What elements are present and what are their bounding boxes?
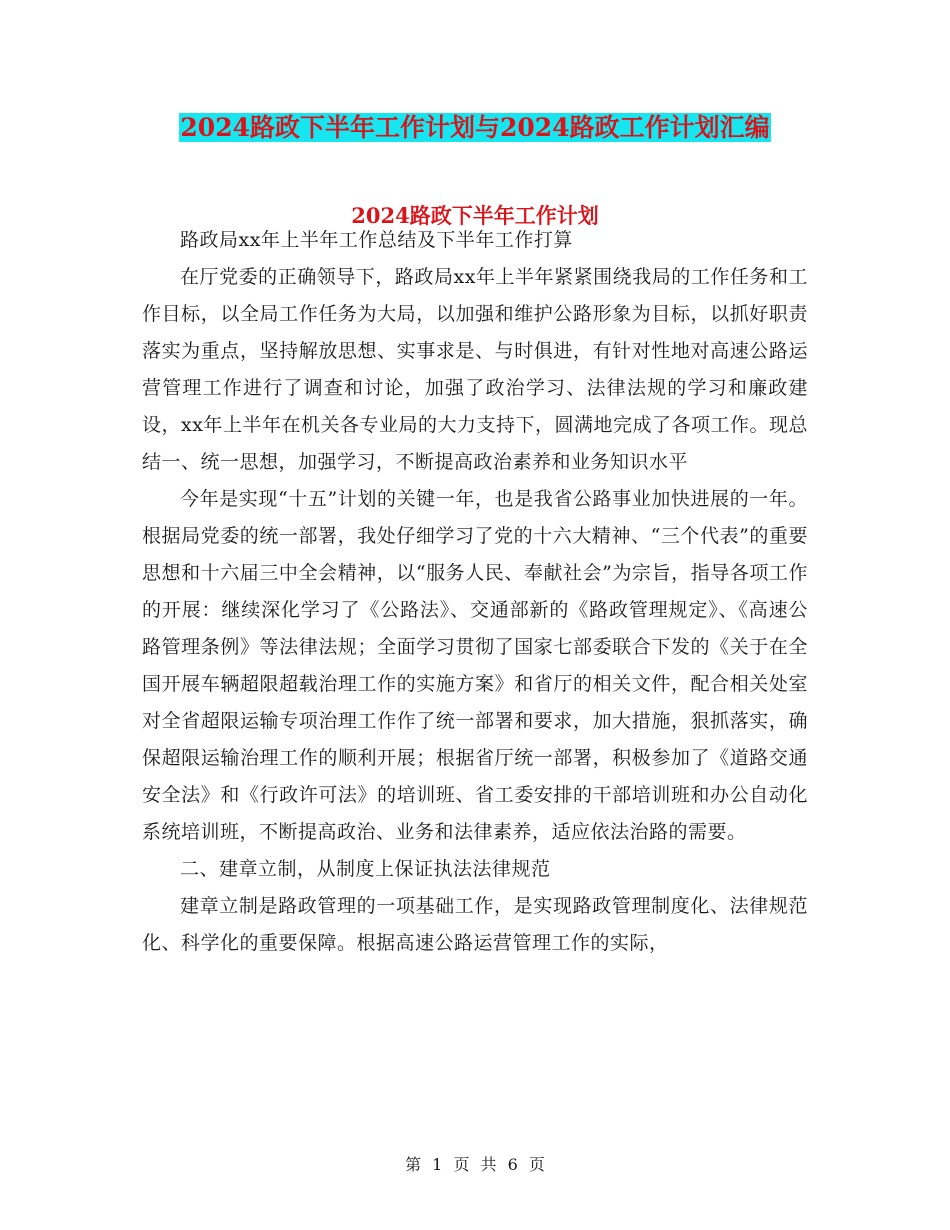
section-title: 2024路政下半年工作计划 [351, 203, 599, 228]
paragraph: 建章立制是路政管理的一项基础工作，是实现路政管理制度化、法律规范化、科学化的重要保障。根据高速公路运营管理工作的实际， [142, 895, 808, 954]
document-title-text: 2024路政下半年工作计划与2024路政工作计划汇编 [180, 113, 770, 142]
paragraph: 在厅党委的正确领导下，路政局xx年上半年紧紧围绕我局的工作任务和工作目标，以全局工作任务为大局，以加强和维护公路形象为目标，以抓好职责落实为重点，坚持解放思想、实事求是、与时俱进，有针对性地对高速公路运营管理工作进行了调查和讨论，加强了政治学习、法律法规的学习和廉政建设，xx年上半年在机关各专业局的大力支持下，圆满地完成了各项工作。现总结一、统一思想，加强学习，不断提高政治素养和业务知识水平 [142, 266, 808, 473]
paragraph-heading: 二、建章立制，从制度上保证执法法律规范 [180, 858, 551, 880]
document-title [0, 110, 950, 146]
page-footer: 第 1 页 共 6 页 [405, 1155, 545, 1174]
paragraph-subtitle: 路政局xx年上半年工作总结及下半年工作打算 [180, 229, 573, 251]
paragraph: 今年是实现“十五”计划的关键一年，也是我省公路事业加快进展的一年。根据局党委的统一部署，我处仔细学习了党的十六大精神、“三个代表”的重要思想和十六届三中全会精神，以“服务人民、奉献社会”为宗旨，指导各项工作的开展：继续深化学习了《公路法》、交通部新的《路政管理规定》、《高速公路管理条例》等法律法规；全面学习贯彻了国家七部委联合下发的《关于在全国开展车辆超限超载治理工作的实施方案》和省厅的相关文件，配合相关处室对全省超限运输专项治理工作作了统一部署和要求，加大措施，狠抓落实，确保超限运输治理工作的顺利开展；根据省厅统一部署，积极参加了《道路交通安全法》和《行政许可法》的培训班、省工委安排的干部培训班和办公自动化系统培训班，不断提高政治、业务和法律素养，适应依法治路的需要。 [142, 488, 808, 843]
document-body [142, 222, 808, 962]
